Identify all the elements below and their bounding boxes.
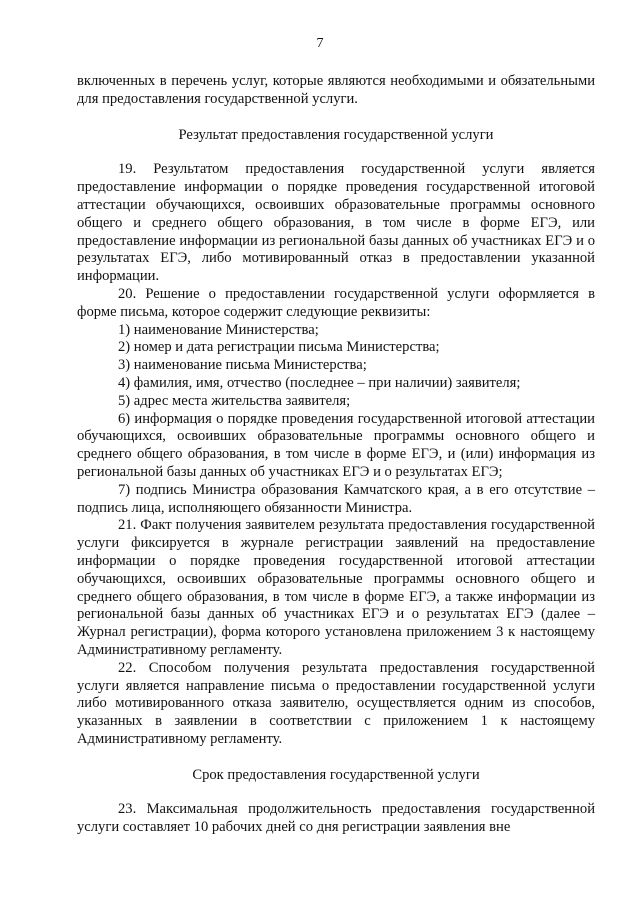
- paragraph-21: 21. Факт получения заявителем результата предоставления государственной услуги фиксируется в журнале регистрации заявлений на предоставление информации о порядке проведения государственной итоговой аттестации обучающихся, освоивших образовательные программы основного общего и среднего общего образования, в том числе в форме ЕГЭ, а также информации из региональной базы данных об участниках ЕГЭ и о результатах ЕГЭ (далее – Журнал регистрации), форма которого установлена приложением 3 к настоящему Административному регламенту.: [77, 517, 595, 658]
- paragraph-22: 22. Способом получения результата предоставления государственной услуги является направление письма о предоставлении государственной услуги либо мотивированного отказа заявителю, осуществляется одним из способов, указанных в заявлении в соответствии с приложением 1 к настоящему Административному регламенту.: [77, 659, 595, 747]
- list-item: 2) номер и дата регистрации письма Министерства;: [118, 339, 440, 356]
- intro-paragraph: включенных в перечень услуг, которые являются необходимыми и обязательными для предоставления государственной услуги.: [77, 73, 595, 107]
- list-item: 7) подпись Министра образования Камчатского края, а в его отсутствие – подпись лица, исполняющего обязанности Министра.: [77, 481, 595, 516]
- paragraph-23: 23. Максимальная продолжительность предоставления государственной услуги составляет 10 рабочих дней со дня регистрации заявления вне: [77, 801, 595, 836]
- paragraph-20: 20. Решение о предоставлении государственной услуги оформляется в форме письма, которое содержит следующие реквизиты:: [77, 285, 595, 320]
- list-item: 6) информация о порядке проведения государственной итоговой аттестации обучающихся, освоивших образовательные программы основного общего и среднего общего образования, в том числе в форме ЕГЭ, и (или) информация из региональной базы данных об участниках ЕГЭ и о результатах ЕГЭ;: [77, 410, 595, 480]
- list-item: 3) наименование письма Министерства;: [118, 357, 367, 374]
- list-item: 1) наименование Министерства;: [118, 321, 319, 338]
- paragraph-19: 19. Результатом предоставления государственной услуги является предоставление информации о порядке проведения государственной итоговой аттестации обучающихся, освоивших образовательные программы основного общего и среднего общего образования, в том числе в форме ЕГЭ, или предоставление информации из региональной базы данных об участниках ЕГЭ и о результатах ЕГЭ, либо мотивированный отказ в предоставлении указанной информации.: [77, 161, 595, 285]
- section-heading-result: Результат предоставления государственной услуги: [178, 126, 494, 143]
- list-item: 5) адрес места жительства заявителя;: [118, 392, 351, 409]
- requisites-list: [77, 322, 595, 518]
- list-item: 4) фамилия, имя, отчество (последнее – при наличии) заявителя;: [118, 374, 521, 391]
- page-number: 7: [316, 36, 324, 51]
- document-body: [77, 73, 595, 837]
- section-heading-term: Срок предоставления государственной услуги: [192, 766, 480, 783]
